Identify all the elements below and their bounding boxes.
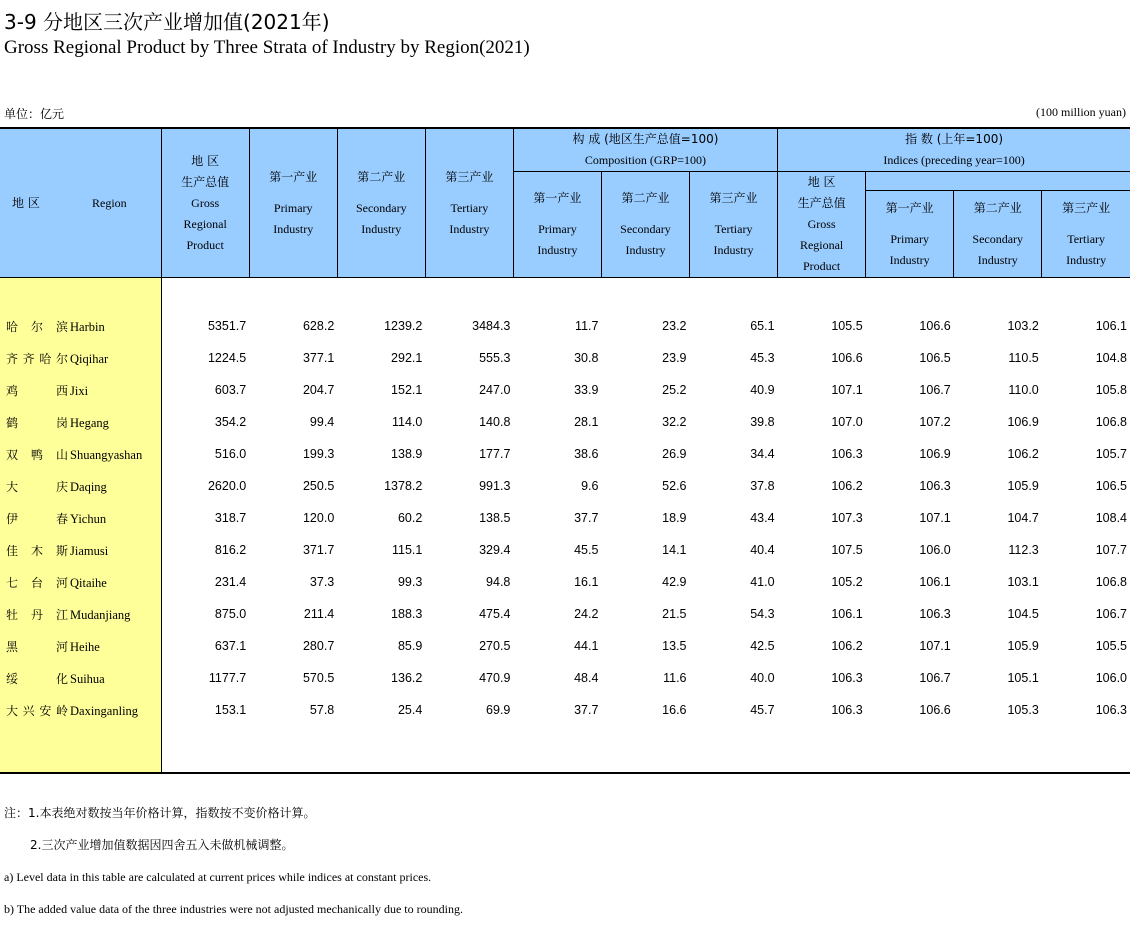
- table-cell: 34.4: [750, 447, 775, 461]
- indices-subgap: [866, 172, 1130, 191]
- table-cell: 5351.7: [207, 319, 247, 333]
- table-cell: 555.3: [479, 351, 511, 365]
- table-cell: 9.6: [581, 479, 599, 493]
- table-cell: 37.8: [750, 479, 775, 493]
- table-cell: 28.1: [574, 415, 599, 429]
- note-en-a: a) Level data in this table are calculated at current prices while indices at constant prices.: [4, 870, 432, 884]
- table-cell: 42.5: [750, 639, 775, 653]
- table-cell: 106.3: [831, 703, 863, 717]
- table-cell: 18.9: [662, 511, 687, 525]
- table-cell: 231.4: [214, 575, 247, 589]
- table-cell: 33.9: [574, 383, 599, 397]
- region-name: [0, 598, 161, 630]
- region-name-cn: 大庆: [6, 479, 68, 494]
- table-cell: 247.0: [479, 383, 511, 397]
- table-row: [0, 566, 1130, 598]
- indices-header: 指 数 (上年=100) Indices (preceding year=100): [778, 128, 1130, 172]
- table-cell: 107.3: [831, 511, 863, 525]
- region-name: [0, 694, 161, 726]
- table-cell: 108.4: [1095, 511, 1127, 525]
- table-cell: 1177.7: [208, 671, 247, 685]
- table-cell: 106.6: [831, 351, 863, 365]
- table-cell: 280.7: [302, 639, 335, 653]
- table-cell: 45.5: [574, 543, 599, 557]
- region-name-cn: 哈尔滨: [6, 319, 68, 334]
- table-cell: 23.2: [662, 319, 687, 333]
- region-name-en: Hegang: [70, 415, 109, 430]
- table-cell: 65.1: [750, 319, 775, 333]
- table-cell: 106.8: [1095, 415, 1127, 429]
- table-cell: 11.6: [663, 671, 687, 685]
- region-name-cn: 鸡西: [6, 383, 68, 398]
- table-cell: 105.8: [1095, 383, 1127, 397]
- page-title-en: Gross Regional Product by Three Strata of Industry by Region(2021): [4, 37, 530, 58]
- table-cell: 52.6: [662, 479, 687, 493]
- comp-secondary-header: 第二产业 Secondary Industry: [601, 172, 689, 278]
- table-cell: 54.3: [750, 607, 775, 621]
- region-name-cn: 佳木斯: [6, 543, 68, 558]
- region-name: [0, 630, 161, 662]
- table-cell: 153.1: [214, 703, 247, 717]
- table-cell: 107.5: [831, 543, 863, 557]
- table-cell: 107.1: [831, 383, 863, 397]
- table-cell: 107.1: [919, 511, 951, 525]
- table-cell: 57.8: [309, 703, 335, 717]
- table-cell: 138.5: [479, 511, 511, 525]
- table-cell: 106.1: [831, 607, 863, 621]
- table-cell: 177.7: [479, 447, 511, 461]
- table-cell: 40.0: [750, 671, 775, 685]
- table-cell: 104.5: [1007, 607, 1039, 621]
- table-cell: 41.0: [750, 575, 775, 589]
- table-cell: 204.7: [302, 383, 335, 397]
- region-name-cn: 大兴安岭: [6, 703, 68, 718]
- region-name-cn: 七台河: [6, 575, 68, 590]
- table-cell: 106.7: [1095, 607, 1127, 621]
- table-cell: 138.9: [391, 447, 423, 461]
- region-name-en: Qitaihe: [70, 575, 107, 590]
- table-cell: 45.3: [750, 351, 775, 365]
- table-cell: 106.3: [831, 447, 863, 461]
- region-name: [0, 502, 161, 534]
- region-name: [0, 374, 161, 406]
- table-cell: 105.1: [1007, 671, 1039, 685]
- table-cell: 37.3: [309, 575, 335, 589]
- region-header: 地 区 Region: [0, 128, 161, 278]
- table-row: [0, 438, 1130, 470]
- table-cell: 60.2: [397, 511, 423, 525]
- table-cell: 30.8: [574, 351, 599, 365]
- table-cell: 603.7: [214, 383, 247, 397]
- table-cell: 45.7: [750, 703, 775, 717]
- table-cell: 110.0: [1008, 383, 1039, 397]
- table-row: [0, 534, 1130, 566]
- table-cell: 107.7: [1095, 543, 1127, 557]
- table-cell: 106.9: [919, 447, 951, 461]
- index-grp-header: 地 区 生产总值 Gross Regional Product: [778, 172, 866, 278]
- region-name-cn: 伊春: [6, 511, 68, 526]
- table-cell: 23.9: [662, 351, 687, 365]
- secondary-header: 第二产业 Secondary Industry: [337, 128, 425, 278]
- table-cell: 211.4: [303, 607, 335, 621]
- table-cell: 24.2: [574, 607, 599, 621]
- table-cell: 42.9: [662, 575, 687, 589]
- table-cell: 94.8: [486, 575, 511, 589]
- table-cell: 105.9: [1007, 479, 1039, 493]
- table-cell: 103.1: [1007, 575, 1039, 589]
- table-cell: 16.1: [574, 575, 599, 589]
- table-cell: 11.7: [575, 319, 599, 333]
- table-cell: 43.4: [750, 511, 775, 525]
- region-name-cn: 黑河: [6, 639, 68, 654]
- region-name: [0, 662, 161, 694]
- table-cell: 105.2: [831, 575, 863, 589]
- table-cell: 37.7: [574, 511, 599, 525]
- table-cell: 110.5: [1008, 351, 1039, 365]
- table-cell: 105.9: [1007, 639, 1039, 653]
- table-cell: 106.0: [919, 543, 951, 557]
- region-name-en: Daxinganling: [70, 703, 139, 718]
- table-cell: 105.5: [1095, 639, 1127, 653]
- table-cell: 875.0: [214, 607, 247, 621]
- table-row: [0, 630, 1130, 662]
- region-name-en: Mudanjiang: [70, 607, 131, 622]
- region-name-cn: 齐齐哈尔: [6, 351, 68, 366]
- table-row: [0, 342, 1130, 374]
- table-cell: 21.5: [662, 607, 687, 621]
- table-cell: 69.9: [486, 703, 511, 717]
- table-cell: 38.6: [574, 447, 599, 461]
- table-cell: 106.1: [919, 575, 951, 589]
- table-cell: 1378.2: [384, 479, 423, 493]
- note-cn-1: 注：1.本表绝对数按当年价格计算，指数按不变价格计算。: [4, 806, 316, 820]
- table-cell: 106.2: [831, 479, 863, 493]
- data-table: [0, 127, 1130, 774]
- region-name-cn: 牡丹江: [6, 607, 68, 622]
- table-cell: 44.1: [574, 639, 599, 653]
- table-cell: 106.1: [1095, 319, 1127, 333]
- table-cell: 371.7: [302, 543, 335, 557]
- table-cell: 628.2: [302, 319, 335, 333]
- table-cell: 114.0: [391, 415, 423, 429]
- table-cell: 105.5: [831, 319, 863, 333]
- table-cell: 40.4: [750, 543, 775, 557]
- table-row: [0, 374, 1130, 406]
- table-cell: 104.8: [1095, 351, 1127, 365]
- region-name-en: Yichun: [70, 511, 107, 526]
- notes: [4, 797, 463, 925]
- region-name-en: Heihe: [70, 639, 100, 654]
- unit-label-en: (100 million yuan): [1036, 105, 1126, 119]
- region-name: [0, 566, 161, 598]
- table-cell: 85.9: [397, 639, 423, 653]
- table-cell: 816.2: [214, 543, 247, 557]
- table-cell: 25.2: [662, 383, 687, 397]
- table-cell: 32.2: [662, 415, 687, 429]
- table-cell: 516.0: [214, 447, 247, 461]
- table-cell: 14.1: [662, 543, 687, 557]
- table-cell: 470.9: [479, 671, 511, 685]
- tertiary-header: 第三产业 Tertiary Industry: [425, 128, 513, 278]
- table-cell: 26.9: [662, 447, 687, 461]
- index-tertiary-header: 第三产业 Tertiary Industry: [1042, 191, 1130, 278]
- table-cell: 106.7: [919, 383, 951, 397]
- region-name-cn: 鹤岗: [6, 415, 68, 430]
- table-cell: 106.9: [1007, 415, 1039, 429]
- note-cn-2: 2.三次产业增加值数据因四舍五入未做机械调整。: [30, 838, 294, 852]
- table-cell: 16.6: [662, 703, 687, 717]
- table-cell: 106.2: [831, 639, 863, 653]
- table-cell: 106.8: [1095, 575, 1127, 589]
- table-cell: 48.4: [574, 671, 599, 685]
- region-name-cn: 绥化: [6, 671, 68, 686]
- table-cell: 292.1: [391, 351, 423, 365]
- note-en-b: b) The added value data of the three industries were not adjusted mechanically due to rounding.: [4, 902, 463, 916]
- table-cell: 106.3: [831, 671, 863, 685]
- comp-tertiary-header: 第三产业 Tertiary Industry: [690, 172, 778, 278]
- table-cell: 475.4: [479, 607, 511, 621]
- table-cell: 106.6: [919, 703, 951, 717]
- table-cell: 105.7: [1095, 447, 1127, 461]
- table-cell: 2620.0: [207, 479, 247, 493]
- region-name-en: Shuangyashan: [70, 447, 143, 462]
- index-secondary-header: 第二产业 Secondary Industry: [954, 191, 1042, 278]
- table-cell: 570.5: [302, 671, 335, 685]
- table-cell: 1239.2: [384, 319, 423, 333]
- region-name: [0, 534, 161, 566]
- table-cell: 99.3: [397, 575, 423, 589]
- table-cell: 40.9: [750, 383, 775, 397]
- table-cell: 99.4: [309, 415, 335, 429]
- table-cell: 106.7: [919, 671, 951, 685]
- table-cell: 39.8: [750, 415, 775, 429]
- table-row: [0, 406, 1130, 438]
- table-cell: 270.5: [479, 639, 511, 653]
- table-cell: 115.1: [391, 543, 423, 557]
- table-cell: 637.1: [214, 639, 247, 653]
- region-name-cn: 双鸭山: [6, 447, 68, 462]
- table-cell: 106.2: [1007, 447, 1039, 461]
- comp-primary-header: 第一产业 Primary Industry: [513, 172, 601, 278]
- table-cell: 103.2: [1007, 319, 1039, 333]
- table-cell: 991.3: [479, 479, 511, 493]
- table-cell: 37.7: [574, 703, 599, 717]
- table-cell: 329.4: [479, 543, 511, 557]
- table-cell: 106.3: [1095, 703, 1127, 717]
- index-primary-header: 第一产业 Primary Industry: [866, 191, 954, 278]
- table-cell: 106.5: [1095, 479, 1127, 493]
- region-name: [0, 438, 161, 470]
- table-cell: 107.1: [919, 639, 951, 653]
- region-name-en: Jixi: [70, 383, 89, 398]
- region-name-en: Harbin: [70, 319, 105, 334]
- table-row: [0, 470, 1130, 502]
- table-row: [0, 694, 1130, 726]
- region-name-en: Qiqihar: [70, 351, 109, 366]
- region-name-en: Jiamusi: [70, 543, 109, 558]
- grp-header: 地 区 生产总值 Gross Regional Product: [161, 128, 249, 278]
- table-row: [0, 502, 1130, 534]
- region-name-en: Suihua: [70, 671, 105, 686]
- table-cell: 106.5: [919, 351, 951, 365]
- table-cell: 188.3: [391, 607, 423, 621]
- table-cell: 104.7: [1007, 511, 1039, 525]
- table-cell: 318.7: [214, 511, 247, 525]
- table-cell: 106.0: [1095, 671, 1127, 685]
- region-name: [0, 470, 161, 502]
- region-name: [0, 406, 161, 438]
- table-cell: 152.1: [391, 383, 423, 397]
- table-cell: 105.3: [1007, 703, 1039, 717]
- region-name: [0, 342, 161, 374]
- region-name: [0, 310, 161, 342]
- table-row: [0, 662, 1130, 694]
- table-cell: 3484.3: [472, 319, 511, 333]
- table-body: [0, 278, 1130, 774]
- table-cell: 199.3: [302, 447, 335, 461]
- table-cell: 354.2: [214, 415, 247, 429]
- table-cell: 107.2: [919, 415, 951, 429]
- composition-header: 构 成 (地区生产总值=100) Composition (GRP=100): [513, 128, 777, 172]
- table-cell: 25.4: [397, 703, 423, 717]
- table-cell: 106.3: [919, 479, 951, 493]
- table-cell: 107.0: [831, 415, 863, 429]
- table-row: [0, 310, 1130, 342]
- table-cell: 13.5: [662, 639, 687, 653]
- table-cell: 112.3: [1008, 543, 1039, 557]
- primary-header: 第一产业 Primary Industry: [249, 128, 337, 278]
- region-name-en: Daqing: [70, 479, 107, 494]
- table-cell: 136.2: [391, 671, 423, 685]
- table-row: [0, 598, 1130, 630]
- unit-label-cn: 单位：亿元: [4, 107, 65, 121]
- table-cell: 377.1: [302, 351, 335, 365]
- table-cell: 120.0: [302, 511, 335, 525]
- table-cell: 250.5: [302, 479, 335, 493]
- table-cell: 106.6: [919, 319, 951, 333]
- page-title-cn: 3-9 分地区三次产业增加值(2021年): [4, 10, 330, 34]
- table-cell: 140.8: [479, 415, 511, 429]
- table-cell: 1224.5: [207, 351, 247, 365]
- table-cell: 106.3: [919, 607, 951, 621]
